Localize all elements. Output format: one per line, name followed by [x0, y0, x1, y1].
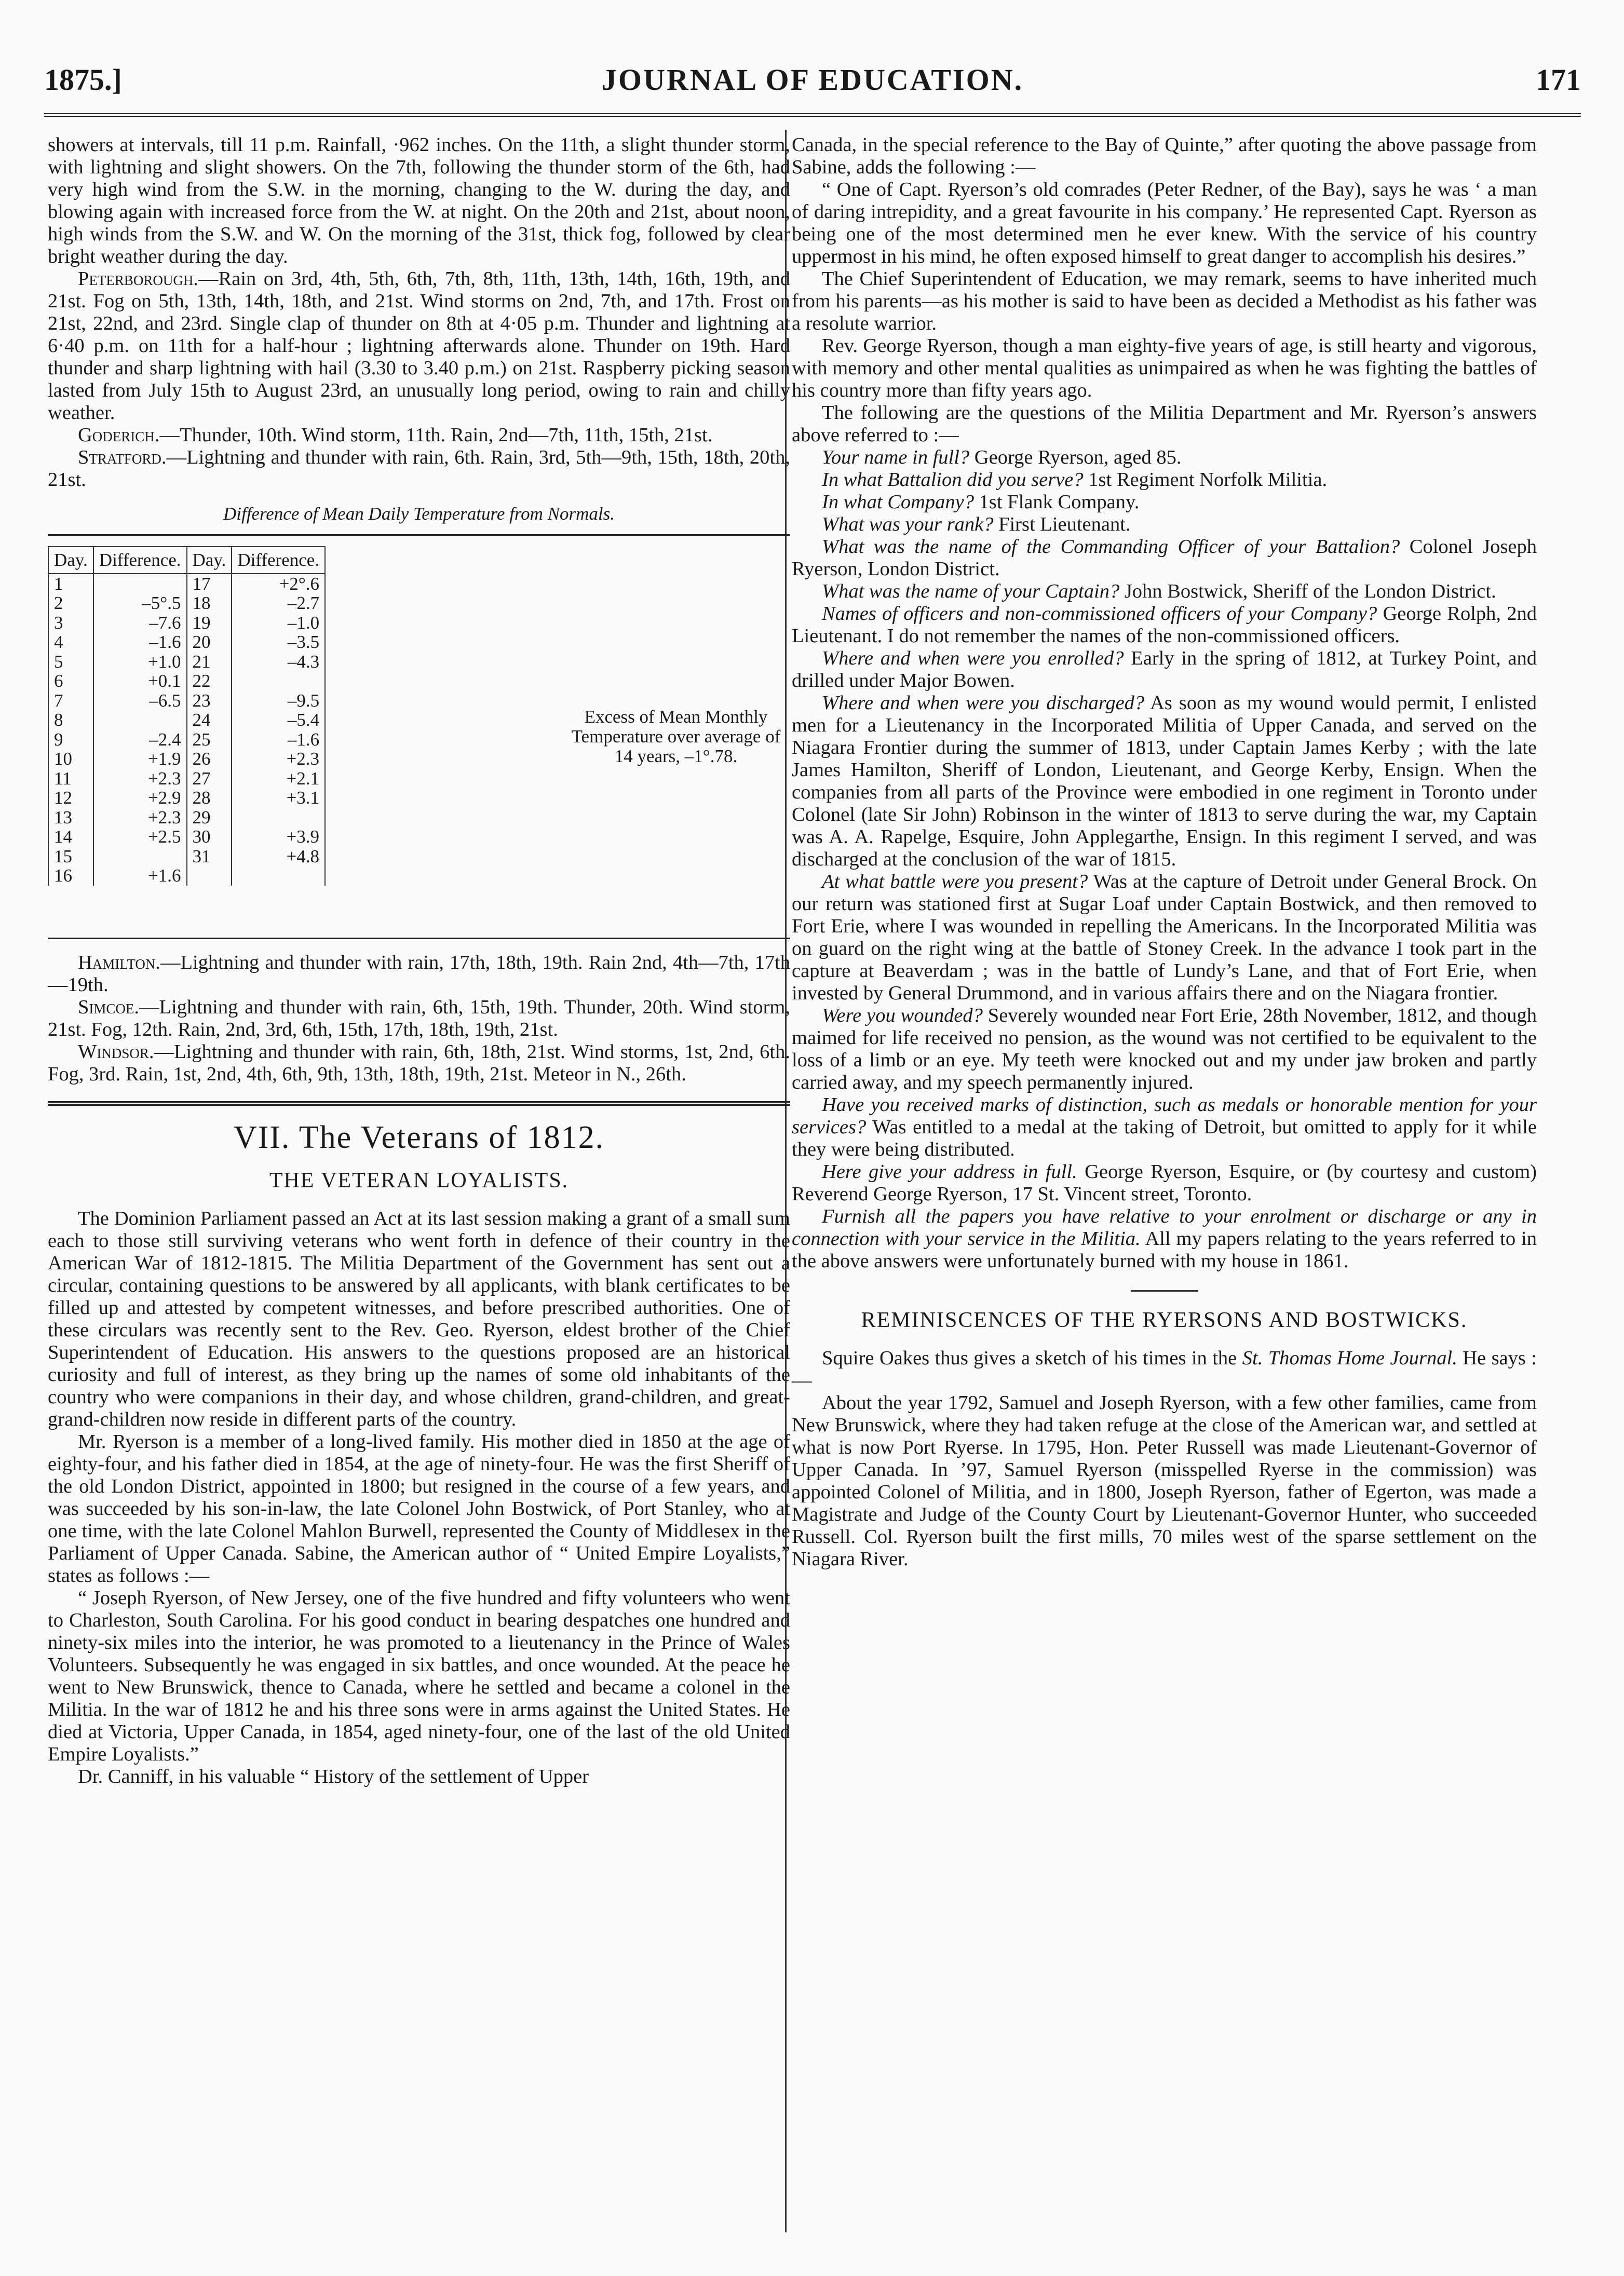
difference-cell: –3.5 — [232, 632, 325, 652]
difference-cell: –7.6 — [93, 613, 187, 633]
day-cell: 24 — [187, 710, 232, 730]
day-cell: 14 — [48, 827, 93, 847]
question: Where and when were you discharged? — [822, 692, 1145, 714]
difference-cell: –6.5 — [93, 691, 187, 711]
station-name: Stratford. — [78, 446, 167, 468]
difference-cell: +0.1 — [93, 671, 187, 691]
text-run: Squire Oakes thus gives a sketch of his times in the — [822, 1347, 1242, 1369]
qa-item — [792, 536, 1537, 580]
table-row — [48, 749, 325, 769]
difference-cell — [232, 671, 325, 691]
question: In what Company? — [822, 491, 975, 513]
day-cell: 1 — [48, 574, 93, 594]
day-cell: 5 — [48, 652, 93, 672]
difference-cell: –1.0 — [232, 613, 325, 633]
answer: Early in the spring of 1812, at Turkey Point, and drilled under Major Bowen. — [792, 647, 1537, 692]
station-text: —Thunder, 10th. Wind storm, 11th. Rain, 2nd—7th, 11th, 15th, 21st. — [159, 424, 713, 446]
question: Here give your address in full. — [822, 1161, 1077, 1183]
day-cell: 31 — [187, 847, 232, 866]
left-column — [48, 134, 790, 1788]
qa-item — [792, 491, 1537, 513]
report-goderich — [48, 424, 790, 446]
day-cell: 12 — [48, 788, 93, 808]
difference-cell: +2.3 — [232, 749, 325, 769]
page-number: 171 — [1536, 63, 1581, 97]
table-row — [48, 769, 325, 789]
table-row — [48, 593, 325, 613]
answer: Colonel Joseph Ryerson, London District. — [792, 536, 1537, 580]
report-stratford — [48, 446, 790, 491]
day-cell: 2 — [48, 593, 93, 613]
qa-item — [792, 647, 1537, 692]
difference-cell: +1.0 — [93, 652, 187, 672]
journal-title: JOURNAL OF EDUCATION. — [601, 63, 1024, 97]
answer: George Rolph, 2nd Lieutenant. I do not remember the names of the non-commissioned officers. — [792, 603, 1537, 647]
difference-cell: –5.4 — [232, 710, 325, 730]
col-header-difference: Difference. — [93, 547, 187, 574]
article-paragraph: The Dominion Parliament passed an Act at its last session making a grant of a small sum each to those still surviving veterans who went forth in defence of their country in the American War of 1812-1815. The Militia Department of the Government has sent out a circular, containing questions to be answered by all applicants, with blank certificates to be filled up and attested by competent witnesses, and before prescribed authorities. One of these circulars was recently sent to the Rev. Geo. Ryerson, eldest brother of the Chief Superintendent of Education. His answers to the questions proposed are an historical curiosity and full of interest, as they bring up the names of some old inhabitants of the country who were companions in their day, and whose children, grand-children, and great-grand-children now reside in different parts of the country. — [48, 1208, 790, 1430]
day-cell: 10 — [48, 749, 93, 769]
day-cell: 23 — [187, 691, 232, 711]
section-title: VII. The Veterans of 1812. — [233, 1120, 605, 1155]
table-row — [48, 574, 325, 594]
station-name: Goderich. — [78, 424, 160, 446]
station-text: —Lightning and thunder with rain, 6th. Rain, 3rd, 5th—9th, 15th, 18th, 20th, 21st. — [48, 446, 790, 491]
report-hamilton — [48, 952, 790, 996]
day-cell: 13 — [48, 808, 93, 828]
article-paragraph: Canada, in the special reference to the Bay of Quinte,” after quoting the above passage from Sabine, adds the following :— — [792, 134, 1537, 178]
station-name: Peterborough. — [78, 268, 199, 290]
qa-item — [792, 603, 1537, 647]
answer: George Ryerson, aged 85. — [969, 446, 1182, 468]
day-cell: 11 — [48, 769, 93, 789]
col-header-day: Day. — [48, 547, 93, 574]
difference-cell — [93, 847, 187, 866]
station-name: Hamilton. — [78, 952, 160, 973]
qa-item — [792, 446, 1537, 469]
question: What was the name of your Captain? — [822, 580, 1120, 602]
difference-cell: +2.5 — [93, 827, 187, 847]
question: Your name in full? — [822, 446, 970, 468]
day-cell: 17 — [187, 574, 232, 594]
day-cell: 30 — [187, 827, 232, 847]
qa-item — [792, 871, 1537, 1005]
day-cell: 27 — [187, 769, 232, 789]
question: In what Battalion did you serve? — [822, 469, 1084, 491]
col-header-difference: Difference. — [232, 547, 325, 574]
article-paragraph: The Chief Superintendent of Education, we may remark, seems to have inherited much from his parents—as his mother is said to have been as decided a Methodist as his father was a resolute warrior. — [792, 268, 1537, 334]
article-paragraph: The following are the questions of the Militia Department and Mr. Ryerson’s answers above referred to :— — [792, 402, 1537, 446]
question: Furnish all the papers you have relative to your enrolment or discharge or any in connection with your service in the Militia. — [792, 1205, 1537, 1250]
table-row — [48, 710, 325, 730]
qa-item — [792, 580, 1537, 603]
qa-item — [792, 1005, 1537, 1094]
day-cell: 16 — [48, 866, 93, 886]
qa-item — [792, 1205, 1537, 1272]
difference-cell — [232, 808, 325, 828]
report-windsor — [48, 1041, 790, 1086]
answer: First Lieutenant. — [993, 513, 1131, 535]
short-rule — [1131, 1290, 1198, 1292]
table-caption: Difference of Mean Daily Temperature from Normals. — [223, 504, 615, 524]
table-row — [48, 788, 325, 808]
table-row — [48, 847, 325, 866]
qa-item — [792, 513, 1537, 536]
weather-continued: showers at intervals, till 11 p.m. Rainfall, ·962 inches. On the 11th, a slight thunder storm, with lightning and slight showers. On the 7th, following the thunder storm of the 6th, had very high wind from the S.W. in the morning, changing to the W. during the day, and blowing again with increased force from the W. at night. On the 20th and 21st, about noon, high winds from the S.W. and W. On the morning of the 31st, thick fog, followed by clear bright weather during the day. — [48, 134, 790, 267]
table-row — [48, 613, 325, 633]
table-header-row — [48, 547, 325, 574]
day-cell: 4 — [48, 632, 93, 652]
difference-cell: +3.1 — [232, 788, 325, 808]
day-cell: 20 — [187, 632, 232, 652]
day-cell: 19 — [187, 613, 232, 633]
station-text: —Lightning and thunder with rain, 6th, 15th, 19th. Thunder, 20th. Wind storm, 21st. Fog, 12th. Rain, 2nd, 3rd, 6th, 15th, 17th, 18th, 19th, 21st. — [48, 996, 790, 1040]
temperature-table — [48, 546, 326, 886]
table-row — [48, 652, 325, 672]
difference-cell: –9.5 — [232, 691, 325, 711]
answer: John Bostwick, Sheriff of the London District. — [1119, 580, 1496, 602]
station-name: Windsor. — [78, 1041, 154, 1063]
question: Where and when were you enrolled? — [822, 647, 1124, 669]
day-cell: 28 — [187, 788, 232, 808]
station-text: —Lightning and thunder with rain, 17th, 18th, 19th. Rain 2nd, 4th—7th, 17th—19th. — [48, 952, 790, 996]
report-simcoe — [48, 996, 790, 1041]
answer: Was entitled to a medal at the taking of Detroit, but omitted to apply for it while they were being distributed. — [792, 1116, 1537, 1160]
day-cell: 8 — [48, 710, 93, 730]
col-header-day: Day. — [187, 547, 232, 574]
question: What was your rank? — [822, 513, 994, 535]
answer: As soon as my wound would permit, I enlisted men for a Lieutenancy in the Incorporated Militia of Upper Canada, and served on the Niagara Frontier during the summer of 1813, under Captain James Kerby ; with the late James Hamilton, Sheriff of London, Lieutenant, and George Kerby, Ensign. When the companies from all parts of the Province were embodied in one regiment in Toronto under Colonel (late Sir John) Robinson in the winter of 1813 to serve during the war, my Captain was A. A. Rapelge, Esquire, John Applegarthe, Ensign. In this regiment I served, and was discharged at the conclusion of the war of 1815. — [792, 692, 1537, 870]
day-cell: 25 — [187, 730, 232, 750]
article-paragraph: Dr. Canniff, in his valuable “ History of the settlement of Upper — [78, 1766, 589, 1787]
difference-cell: –2.4 — [93, 730, 187, 750]
journal-name: St. Thomas Home Journal. — [1242, 1347, 1457, 1369]
difference-cell: +2°.6 — [232, 574, 325, 594]
day-cell: 6 — [48, 671, 93, 691]
day-cell: 21 — [187, 652, 232, 672]
table-row — [48, 691, 325, 711]
day-cell: 26 — [187, 749, 232, 769]
table-row — [48, 730, 325, 750]
station-text: —Rain on 3rd, 4th, 5th, 6th, 7th, 8th, 11th, 13th, 14th, 16th, 19th, and 21st. Fog on 5th, 13th, 14th, 18th, and 21st. Wind storms on 2nd, 7th, and 17th. Frost on 21st, 22nd, and 23rd. Single clap of thunder on 8th at 4·05 p.m. Thunder and lightning at 6·40 p.m. on 11th for a half-hour ; lightning afterwards alone. Thunder on 19th. Hard thunder and sharp lightning with hail (3.30 to 3.40 p.m.) on 21st. Raspberry picking season lasted from July 15th to August 23rd, an unusually long period, owing to rain and chilly weather. — [48, 268, 790, 424]
difference-cell — [93, 710, 187, 730]
page-header — [44, 62, 1581, 114]
question: Have you received marks of distinction, such as medals or honorable mention for your services? — [792, 1094, 1537, 1138]
day-cell: 9 — [48, 730, 93, 750]
report-peterborough — [48, 268, 790, 424]
difference-cell — [93, 574, 187, 594]
answer: 1st Regiment Norfolk Militia. — [1083, 469, 1328, 491]
day-cell: 7 — [48, 691, 93, 711]
difference-cell: +1.6 — [93, 866, 187, 886]
difference-cell: +2.3 — [93, 769, 187, 789]
text-run: He says :— — [792, 1347, 1537, 1391]
difference-cell: +2.3 — [93, 808, 187, 828]
article-paragraph: Rev. George Ryerson, though a man eighty-five years of age, is still hearty and vigorous, with memory and other mental qualities as unimpaired as when he was fighting the battles of his country more than fifty years ago. — [792, 335, 1537, 401]
question: What was the name of the Commanding Officer of your Battalion? — [822, 536, 1400, 558]
section-rule — [48, 1101, 790, 1106]
right-column — [792, 134, 1537, 1570]
day-cell: 15 — [48, 847, 93, 866]
temperature-table-block — [48, 534, 790, 939]
article-title: THE VETERAN LOYALISTS. — [269, 1169, 569, 1193]
day-cell: 22 — [187, 671, 232, 691]
question: Names of officers and non-commissioned officers of your Company? — [822, 603, 1377, 625]
difference-cell — [232, 866, 325, 886]
qa-item — [792, 469, 1537, 491]
difference-cell: –5°.5 — [93, 593, 187, 613]
header-rule — [44, 113, 1581, 117]
answer: 1st Flank Company. — [974, 491, 1140, 513]
difference-cell: –2.7 — [232, 593, 325, 613]
difference-cell: +2.9 — [93, 788, 187, 808]
article-paragraph — [792, 1347, 1537, 1392]
qa-item — [792, 1161, 1537, 1205]
day-cell: 3 — [48, 613, 93, 633]
day-cell: 29 — [187, 808, 232, 828]
excess-note: Excess of Mean Monthly Temperature over average of 14 years, –1°.78. — [571, 707, 781, 766]
answer: Was at the capture of Detroit under General Brock. On our return was stationed first at Sugar Loaf under Captain Bostwick, and then removed to Fort Erie, where I was wounded in repelling the Americans. In the Incorporated Militia was on guard on the right wing at the battle of Stoney Creek. In the advance I took part in the capture at Beaverdam ; was in the battle of Lundy’s Lane, and that of Fort Erie, when invested by General Drummond, and in various affairs there and on the Niagara frontier. — [792, 871, 1537, 1004]
table-row — [48, 866, 325, 886]
redner-quote: “ One of Capt. Ryerson’s old comrades (Peter Redner, of the Bay), says he was ‘ a man of daring intrepidity, and a great favourite in his company.’ He represented Capt. Ryerson as being one of the most determined men he ever knew. With the service of his country uppermost in his mind, he often exposed himself to great danger to accomplish his desires.” — [792, 179, 1537, 267]
answer: Severely wounded near Fort Erie, 28th November, 1812, and though maimed for life received no pension, as the wound was not certified to be equivalent to the loss of a limb or an eye. My teeth were knocked out and my under jaw broken and partly carried away, and my speech permanently injured. — [792, 1005, 1537, 1093]
question: Were you wounded? — [822, 1005, 983, 1026]
difference-cell: –1.6 — [232, 730, 325, 750]
difference-cell: –4.3 — [232, 652, 325, 672]
station-text: —Lightning and thunder with rain, 6th, 18th, 21st. Wind storms, 1st, 2nd, 6th. Fog, 3rd. Rain, 1st, 2nd, 4th, 6th, 9th, 13th, 18th, 19th, 21st. Meteor in N., 26th. — [48, 1041, 790, 1085]
article-paragraph: About the year 1792, Samuel and Joseph Ryerson, with a few other families, came from New Brunswick, where they had taken refuge at the close of the American war, and settled at what is now Port Ryerse. In 1795, Hon. Peter Russell was made Lieutenant-Governor of Upper Canada. In ’97, Samuel Ryerson (misspelled Ryerse in the commission) was appointed Colonel of Militia, and in 1800, Joseph Ryerson, father of Egerton, was made a Magistrate and Judge of the County Court by Lieutenant-Governor Hunter, who succeeded Russell. Col. Ryerson built the first mills, 70 miles west of the sparse settlement on the Niagara River. — [792, 1392, 1537, 1570]
answer: All my papers relating to the years referred to in the above answers were unfortunately burned with my house in 1861. — [792, 1228, 1537, 1272]
table-row — [48, 671, 325, 691]
qa-item — [792, 692, 1537, 871]
header-year: 1875.] — [44, 63, 122, 97]
qa-item — [792, 1094, 1537, 1161]
difference-cell: +2.1 — [232, 769, 325, 789]
questionnaire — [792, 446, 1537, 1272]
sabine-quote: “ Joseph Ryerson, of New Jersey, one of the five hundred and fifty volunteers who went to Charleston, South Carolina. For his good conduct in bearing despatches one hundred and ninety-six miles into the interior, he was promoted to a lieutenancy in the Prince of Wales Volunteers. Subsequently he was engaged in six battles, and once wounded. At the peace he went to New Brunswick, thence to Canada, where he settled and became a colonel in the Militia. In the war of 1812 he and his three sons were in arms against the United States. He died at Victoria, Upper Canada, in 1854, aged ninety-four, one of the last of the old United Empire Loyalists.” — [48, 1587, 790, 1765]
difference-cell: +3.9 — [232, 827, 325, 847]
reminiscences-title: REMINISCENCES OF THE RYERSONS AND BOSTWICKS. — [861, 1308, 1468, 1332]
day-cell: 18 — [187, 593, 232, 613]
station-name: Simcoe. — [78, 996, 140, 1018]
difference-cell: +1.9 — [93, 749, 187, 769]
difference-cell: –1.6 — [93, 632, 187, 652]
table-row — [48, 808, 325, 828]
day-cell — [187, 866, 232, 886]
difference-cell: +4.8 — [232, 847, 325, 866]
article-paragraph: Mr. Ryerson is a member of a long-lived family. His mother died in 1850 at the age of eighty-four, and his father died in 1854, at the age of ninety-four. He was the first Sheriff of the old London District, appointed in 1800; but resigned in the course of a few years, and was succeeded by his son-in-law, the late Colonel John Bostwick, of Port Stanley, who at one time, with the late Colonel Mahlon Burwell, represented the County of Middlesex in the Parliament of Upper Canada. Sabine, the American author of “ United Empire Loyalists,” states as follows :— — [48, 1431, 790, 1587]
answer: George Ryerson, Esquire, or (by courtesy and custom) Reverend George Ryerson, 17 St. Vincent street, Toronto. — [792, 1161, 1537, 1205]
table-row — [48, 632, 325, 652]
table-row — [48, 827, 325, 847]
question: At what battle were you present? — [822, 871, 1088, 892]
